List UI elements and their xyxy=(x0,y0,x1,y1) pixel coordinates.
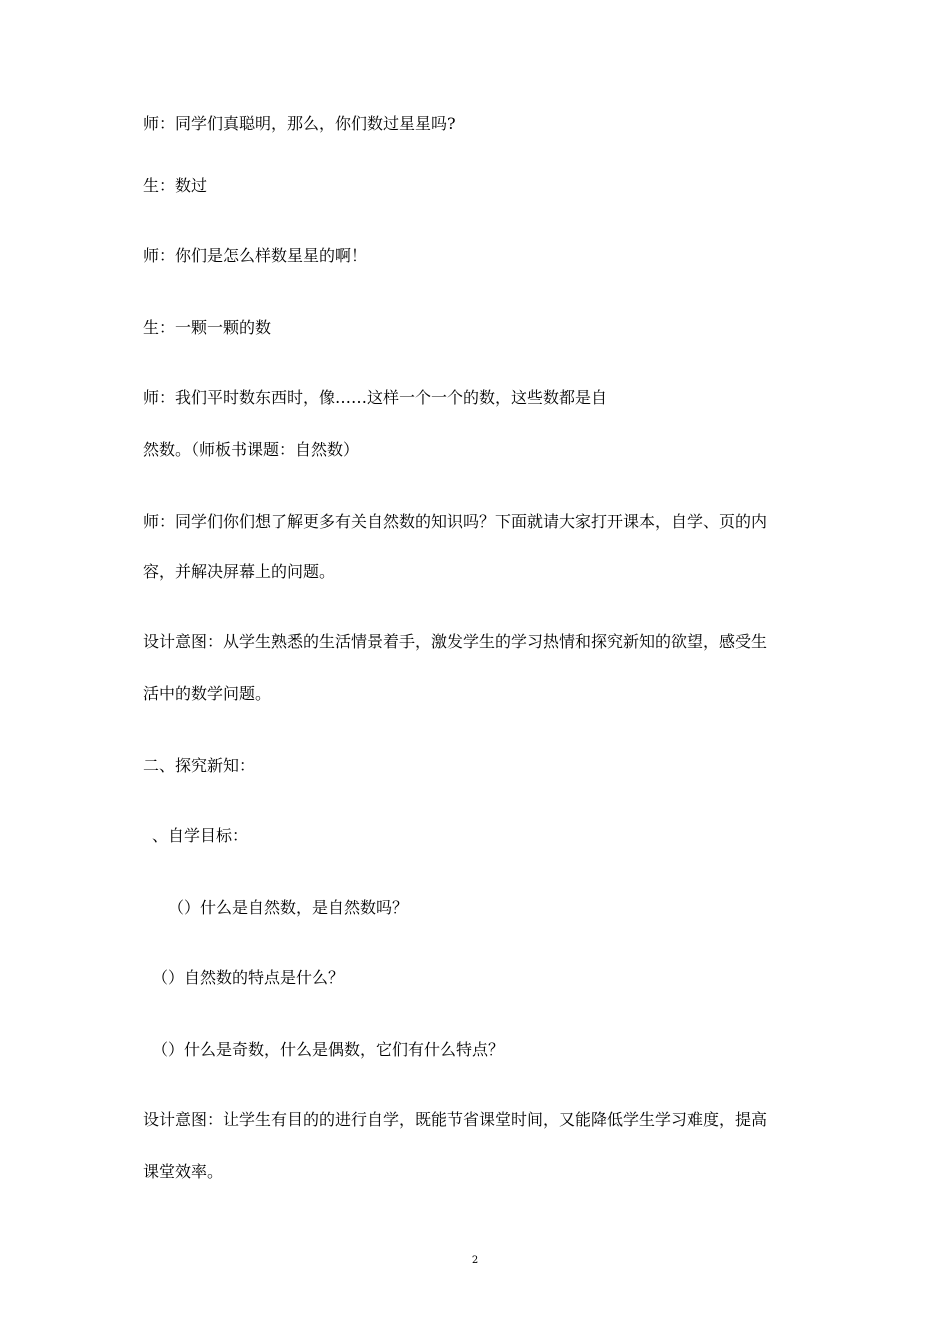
dialogue-line-teacher-how: 师：你们是怎么样数星星的啊！ xyxy=(143,246,368,265)
dialogue-line-teacher-textbook-cont: 容，并解决屏幕上的问题。 xyxy=(143,562,336,581)
goal-item-1: （）什么是自然数，是自然数吗？ xyxy=(168,898,409,917)
self-study-goals-heading: 、自学目标： xyxy=(152,826,249,845)
design-intent-1: 设计意图：从学生熟悉的生活情景着手，激发学生的学习热情和探究新知的欲望，感受生 xyxy=(143,632,768,651)
design-intent-2: 设计意图：让学生有目的的进行自学，既能节省课堂时间，又能降低学生学习难度，提高 xyxy=(143,1110,768,1129)
dialogue-line-teacher-natural-numbers-cont: 然数。（师板书课题：自然数） xyxy=(143,440,360,459)
page-number: 2 xyxy=(471,1255,479,1266)
goal-item-3: （）什么是奇数，什么是偶数，它们有什么特点？ xyxy=(152,1040,505,1059)
dialogue-line-student-one-by-one: 生：一颗一颗的数 xyxy=(143,318,272,337)
goal-item-2: （）自然数的特点是什么？ xyxy=(152,968,345,987)
dialogue-line-teacher-stars: 师：同学们真聪明，那么，你们数过星星吗? xyxy=(143,114,456,133)
dialogue-line-teacher-textbook: 师：同学们你们想了解更多有关自然数的知识吗？下面就请大家打开课本，自学、页的内 xyxy=(143,512,768,531)
dialogue-line-teacher-natural-numbers: 师：我们平时数东西时，像……这样一个一个的数，这些数都是自 xyxy=(143,388,608,407)
dialogue-line-student-counted: 生：数过 xyxy=(143,176,208,195)
design-intent-1-cont: 活中的数学问题。 xyxy=(143,684,272,703)
section-heading-explore: 二、探究新知： xyxy=(143,756,256,775)
design-intent-2-cont: 课堂效率。 xyxy=(143,1162,224,1181)
